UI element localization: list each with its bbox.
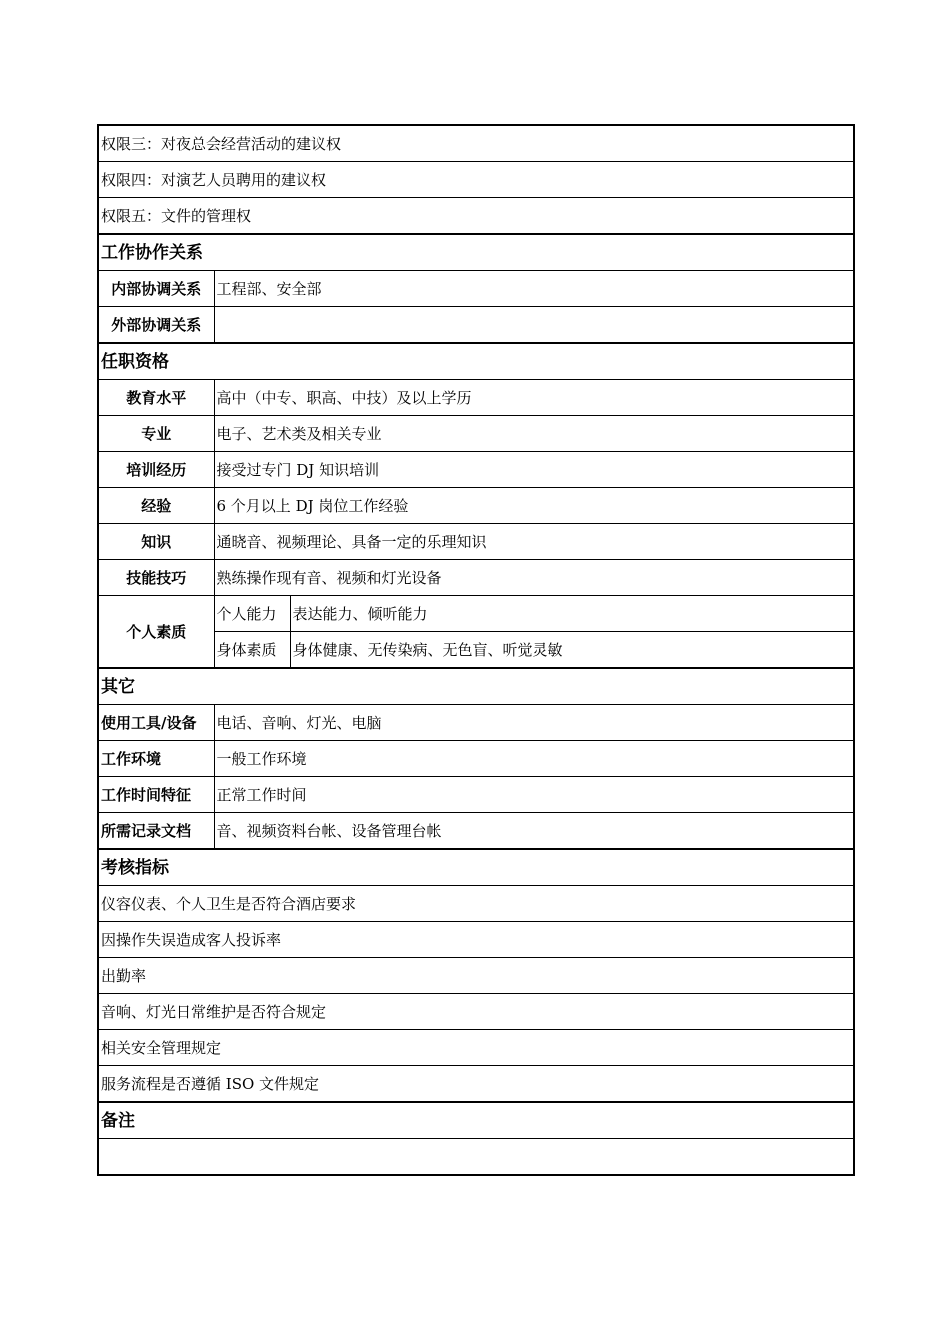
other-row [98, 705, 854, 741]
qualification-label: 知识 [98, 524, 214, 560]
external-coordination-label: 外部协调关系 [98, 307, 214, 344]
external-coordination-row [98, 307, 854, 344]
qualification-row [98, 488, 854, 524]
qualification-row [98, 452, 854, 488]
remarks-header-row [98, 1102, 854, 1139]
internal-coordination-value: 工程部、安全部 [214, 271, 854, 307]
assessment-item: 音响、灯光日常维护是否符合规定 [98, 994, 854, 1030]
assessment-row [98, 922, 854, 958]
assessment-row [98, 1066, 854, 1103]
other-value: 音、视频资料台帐、设备管理台帐 [214, 813, 854, 850]
other-value: 一般工作环境 [214, 741, 854, 777]
personal-quality-label: 个人素质 [98, 596, 214, 669]
qualification-section-title: 任职资格 [98, 343, 854, 380]
remarks-section-title: 备注 [98, 1102, 854, 1139]
qualification-header-row [98, 343, 854, 380]
rights-item: 权限五：文件的管理权 [98, 198, 854, 235]
remarks-row [98, 1139, 854, 1176]
other-label: 工作环境 [98, 741, 214, 777]
assessment-item: 因操作失误造成客人投诉率 [98, 922, 854, 958]
assessment-item: 出勤率 [98, 958, 854, 994]
assessment-row [98, 994, 854, 1030]
other-value: 电话、音响、灯光、电脑 [214, 705, 854, 741]
assessment-section-title: 考核指标 [98, 849, 854, 886]
assessment-row [98, 958, 854, 994]
personal-sub-label: 身体素质 [214, 632, 290, 669]
assessment-row [98, 1030, 854, 1066]
qualification-row [98, 416, 854, 452]
qualification-label: 经验 [98, 488, 214, 524]
other-row [98, 813, 854, 850]
qualification-value: 6 个月以上 DJ 岗位工作经验 [214, 488, 854, 524]
job-description-table [97, 124, 855, 1176]
rights-item: 权限四：对演艺人员聘用的建议权 [98, 162, 854, 198]
qualification-value: 高中（中专、职高、中技）及以上学历 [214, 380, 854, 416]
qualification-value: 接受过专门 DJ 知识培训 [214, 452, 854, 488]
other-row [98, 777, 854, 813]
external-coordination-value [214, 307, 854, 344]
assessment-item: 服务流程是否遵循 ISO 文件规定 [98, 1066, 854, 1103]
cooperation-section-title: 工作协作关系 [98, 234, 854, 271]
rights-row [98, 125, 854, 162]
remarks-value [98, 1139, 854, 1176]
assessment-item: 相关安全管理规定 [98, 1030, 854, 1066]
personal-sub-value: 表达能力、倾听能力 [290, 596, 854, 632]
qualification-row [98, 380, 854, 416]
qualification-value: 电子、艺术类及相关专业 [214, 416, 854, 452]
assessment-header-row [98, 849, 854, 886]
other-row [98, 741, 854, 777]
assessment-item: 仪容仪表、个人卫生是否符合酒店要求 [98, 886, 854, 922]
qualification-label: 教育水平 [98, 380, 214, 416]
other-label: 工作时间特征 [98, 777, 214, 813]
qualification-label: 专业 [98, 416, 214, 452]
personal-quality-row [98, 596, 854, 632]
internal-coordination-row [98, 271, 854, 307]
job-description-sheet [97, 124, 853, 1176]
rights-item: 权限三：对夜总会经营活动的建议权 [98, 125, 854, 162]
personal-sub-label: 个人能力 [214, 596, 290, 632]
qualification-value: 通晓音、视频理论、具备一定的乐理知识 [214, 524, 854, 560]
cooperation-header-row [98, 234, 854, 271]
internal-coordination-label: 内部协调关系 [98, 271, 214, 307]
other-section-title: 其它 [98, 668, 854, 705]
qualification-row [98, 560, 854, 596]
qualification-row [98, 524, 854, 560]
qualification-value: 熟练操作现有音、视频和灯光设备 [214, 560, 854, 596]
qualification-label: 培训经历 [98, 452, 214, 488]
other-label: 所需记录文档 [98, 813, 214, 850]
other-label: 使用工具/设备 [98, 705, 214, 741]
rights-row [98, 198, 854, 235]
other-header-row [98, 668, 854, 705]
rights-row [98, 162, 854, 198]
other-value: 正常工作时间 [214, 777, 854, 813]
assessment-row [98, 886, 854, 922]
personal-sub-value: 身体健康、无传染病、无色盲、听觉灵敏 [290, 632, 854, 669]
qualification-label: 技能技巧 [98, 560, 214, 596]
